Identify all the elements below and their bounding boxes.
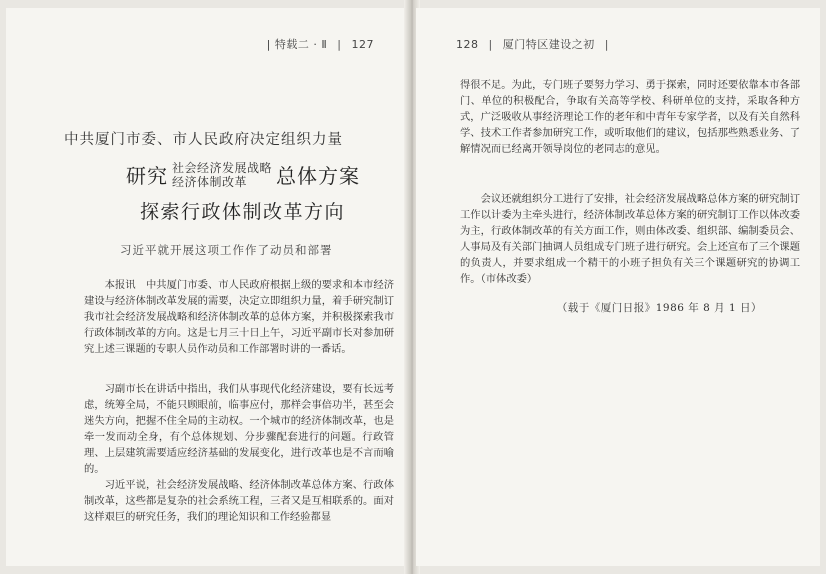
article-title — [126, 160, 360, 189]
running-head-section: Ⅱ — [321, 38, 328, 51]
body-paragraph: 会议还就组织分工进行了安排，社会经济发展战略总体方案的研究制订工作以计委为主牵头进行，经济体制改革总体方案的研究制订工作以体改委为主，行政体制改革的有关方面工作，则由体改委、组织部、编制委员会、人事局及有关部门抽调人员组成专门班子进行研究。会上还宣布了三个课题的负责人，并要求组成一个精干的小班子担负有关三个课题研究的协调工作。（市体改委） — [460, 193, 800, 285]
page-number: 127 — [351, 38, 374, 51]
title-stack-bottom: 经济体制改革 — [172, 174, 248, 189]
title-stack — [172, 161, 272, 189]
left-running-head: | 特载二 · Ⅱ | 127 — [266, 38, 374, 51]
title-suffix: 总体方案 — [276, 164, 361, 188]
title-prefix: 研究 — [126, 164, 168, 188]
right-running-head: 128 | 厦门特区建设之初 | — [456, 38, 609, 51]
title-line-two: 探索行政体制改革方向 — [140, 201, 346, 223]
book-title: 厦门特区建设之初 — [502, 38, 595, 51]
body-paragraph: 习副市长在讲话中指出，我们从事现代化经济建设，要有长远考虑，统筹全局，不能只顾眼前，临事应付，那样会事倍功半，甚至会迷失方向，把握不住全局的主动权。一个城市的经济体制改革，也是牵一发而动全身，有个总体规划、分步骤配套进行的问题。行政管理、上层建筑需要适应经济基础的发展变化，进行改革也是不言而喻的。 — [84, 383, 394, 475]
page-number: 128 — [456, 38, 479, 51]
title-stack-top: 社会经济发展战略 — [172, 160, 273, 175]
article-subtitle: 习近平就开展这项工作作了动员和部署 — [120, 243, 333, 257]
running-head-label: 特载二 — [274, 38, 310, 51]
source-citation: （载于《厦门日报》1986 年 8 月 1 日） — [556, 302, 762, 314]
body-paragraph: 习近平说，社会经济发展战略、经济体制改革总体方案、行政体制改革，这些都是复杂的社会系统工程，三者又是互相联系的。面对这样艰巨的研究任务，我们的理论知识和工作经验都显 — [84, 479, 394, 523]
body-paragraph: 本报讯 中共厦门市委、市人民政府根据上级的要求和本市经济建设与经济体制改革发展的需要，决定立即组织力量，着手研究制订我市社会经济发展战略和经济体制改革的总体方案，并积极探索我市行政体制改革的方向。这是七月三十日上午，习近平副市长对参加研究上述三课题的专职人员作动员和工作部署时讲的一番话。 — [84, 279, 394, 355]
article-kicker: 中共厦门市委、市人民政府决定组织力量 — [64, 132, 343, 148]
body-paragraph: 得很不足。为此，专门班子要努力学习、勇于探索，同时还要依靠本市各部门、单位的积极配合，争取有关高等学校、科研单位的支持，采取各种方式，广泛吸收从事经济理论工作的老年和中青年专家学者，以及有关自然科学、技术工作者参加研究工作，或听取他们的建议，包括那些熟悉业务、了解情况而已经离开领导岗位的老同志的意见。 — [460, 79, 800, 155]
left-page — [6, 8, 408, 566]
right-page — [416, 8, 820, 566]
